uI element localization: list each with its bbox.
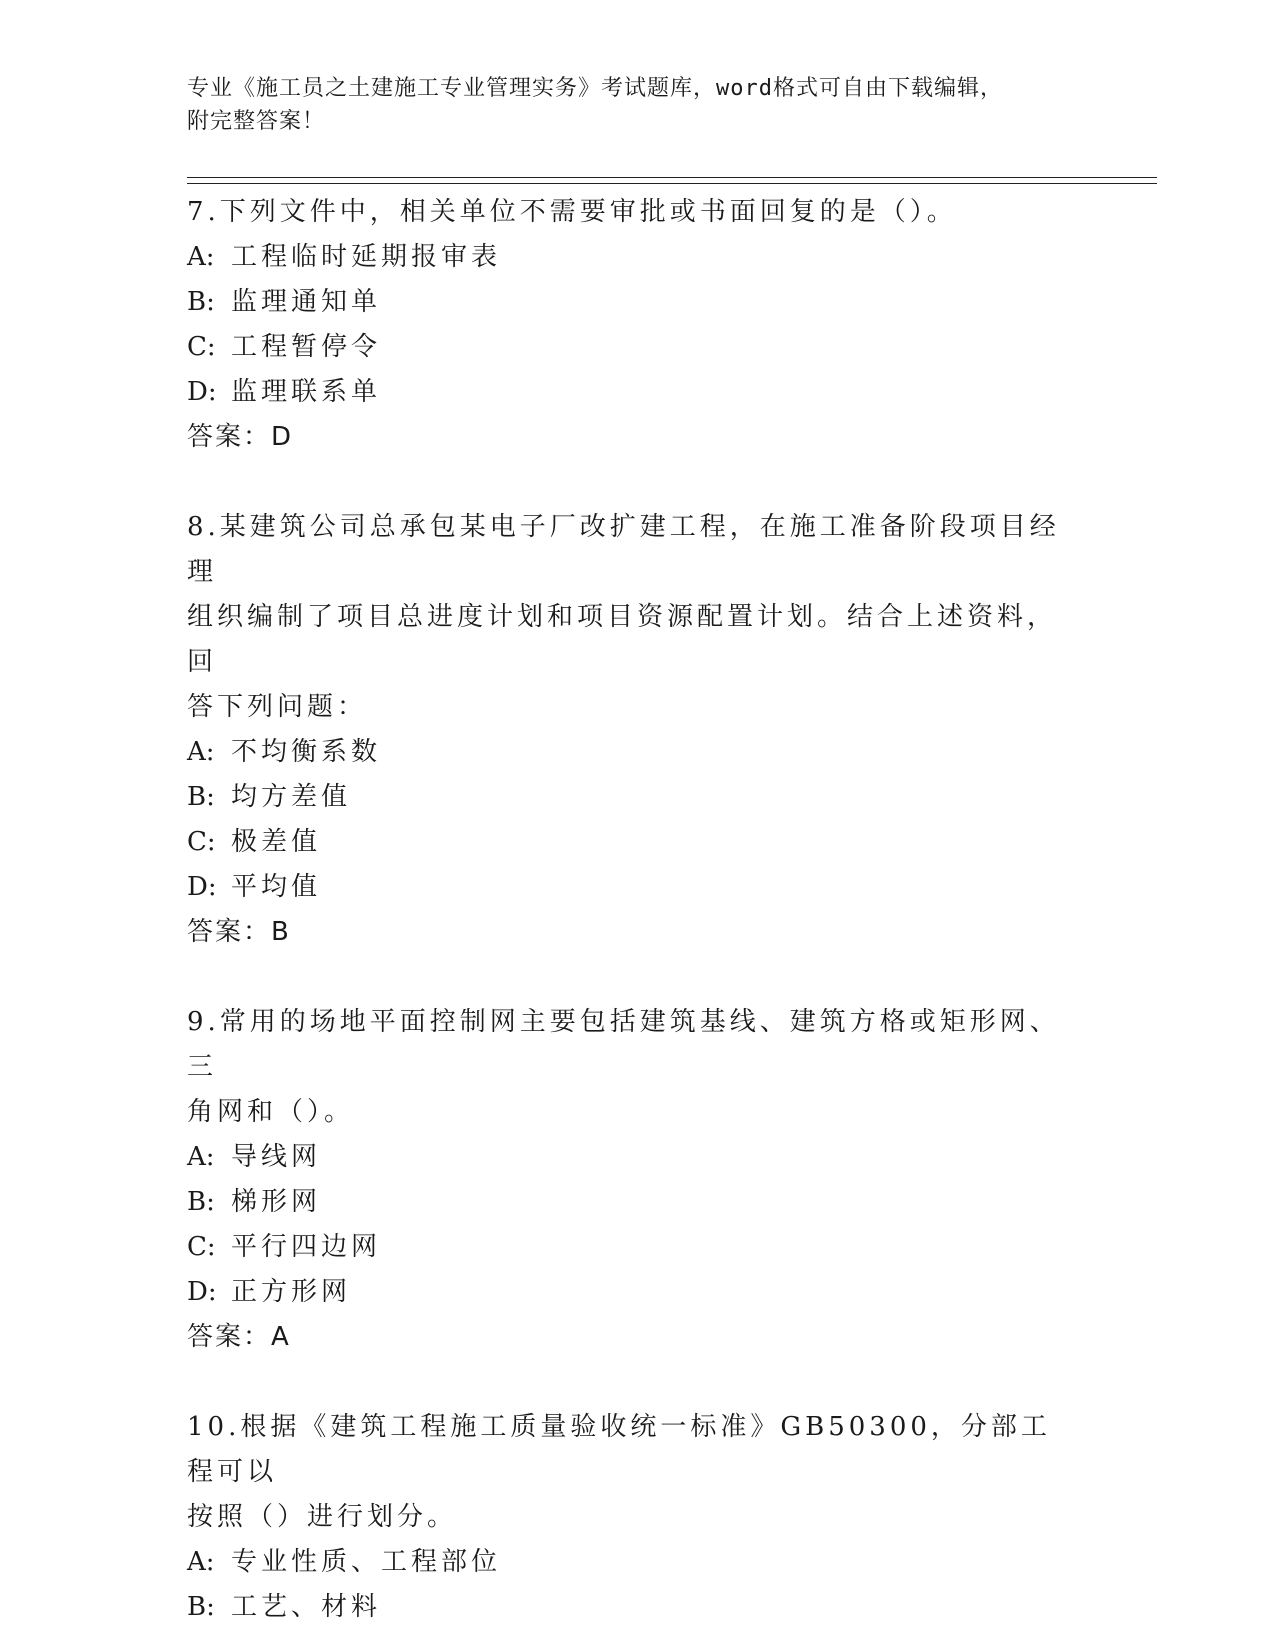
- question-text: 10.根据《建筑工程施工质量验收统一标准》GB50300，分部工程可以: [187, 1412, 1051, 1487]
- option-text: 平均值: [231, 872, 322, 902]
- question-text: 9.常用的场地平面控制网主要包括建筑基线、建筑方格或矩形网、三: [187, 1007, 1060, 1082]
- spacer: [187, 955, 1067, 1000]
- option-d: [187, 865, 1067, 910]
- option-b: [187, 1585, 1067, 1630]
- option-b: [187, 280, 1067, 325]
- question-9: [187, 1000, 1067, 1360]
- option-c: [187, 325, 1067, 370]
- option-letter: B:: [187, 287, 215, 317]
- option-d: [187, 1270, 1067, 1315]
- option-letter: C:: [187, 1232, 216, 1262]
- option-c: [187, 820, 1067, 865]
- option-b: [187, 1180, 1067, 1225]
- option-a: [187, 1135, 1067, 1180]
- document-header: [187, 72, 1157, 138]
- question-text: 按照（）进行划分。: [187, 1502, 458, 1532]
- option-text: 正方形网: [231, 1277, 352, 1307]
- option-text: 监理通知单: [231, 287, 382, 317]
- header-line-1: 专业《施工员之土建施工专业管理实务》考试题库，word格式可自由下载编辑，: [187, 76, 1003, 101]
- header-divider-top: [187, 177, 1157, 178]
- option-text: 专业性质、工程部位: [231, 1547, 502, 1577]
- option-text: 工程临时延期报审表: [231, 242, 502, 272]
- option-text: 不均衡系数: [231, 737, 382, 767]
- option-text: 工程暂停令: [231, 332, 382, 362]
- question-text: 组织编制了项目总进度计划和项目资源配置计划。结合上述资料，回: [187, 602, 1058, 677]
- question-8: [187, 505, 1067, 955]
- question-10: [187, 1405, 1067, 1630]
- header-line-2: 附完整答案！: [187, 109, 326, 134]
- header-divider-bottom: [187, 183, 1157, 184]
- question-text: 答下列问题：: [187, 692, 368, 722]
- option-letter: D:: [187, 377, 217, 407]
- option-letter: A:: [187, 737, 215, 767]
- option-c: [187, 1225, 1067, 1270]
- option-letter: B:: [187, 1592, 215, 1622]
- option-text: 监理联系单: [231, 377, 382, 407]
- answer-line: 答案：B: [187, 917, 291, 947]
- option-text: 平行四边网: [231, 1232, 382, 1262]
- option-a: [187, 730, 1067, 775]
- spacer: [187, 460, 1067, 505]
- option-letter: D:: [187, 872, 217, 902]
- option-d: [187, 370, 1067, 415]
- option-text: 工艺、材料: [231, 1592, 382, 1622]
- option-letter: C:: [187, 827, 216, 857]
- spacer: [187, 1360, 1067, 1405]
- answer-line: 答案：D: [187, 422, 294, 452]
- option-letter: B:: [187, 1187, 215, 1217]
- option-text: 均方差值: [231, 782, 352, 812]
- option-letter: C:: [187, 332, 216, 362]
- question-7: [187, 190, 1067, 460]
- option-letter: B:: [187, 782, 215, 812]
- question-text: 角网和（）。: [187, 1097, 355, 1127]
- question-text: 8.某建筑公司总承包某电子厂改扩建工程，在施工准备阶段项目经理: [187, 512, 1060, 587]
- option-text: 导线网: [231, 1142, 322, 1172]
- option-b: [187, 775, 1067, 820]
- option-letter: A:: [187, 242, 215, 272]
- option-letter: D:: [187, 1277, 217, 1307]
- option-text: 梯形网: [231, 1187, 322, 1217]
- question-text: 7.下列文件中，相关单位不需要审批或书面回复的是（）。: [187, 197, 957, 227]
- option-a: [187, 235, 1067, 280]
- question-list: [187, 190, 1067, 1630]
- option-letter: A:: [187, 1142, 215, 1172]
- option-letter: A:: [187, 1547, 215, 1577]
- option-a: [187, 1540, 1067, 1585]
- answer-line: 答案：A: [187, 1322, 291, 1352]
- option-text: 极差值: [231, 827, 322, 857]
